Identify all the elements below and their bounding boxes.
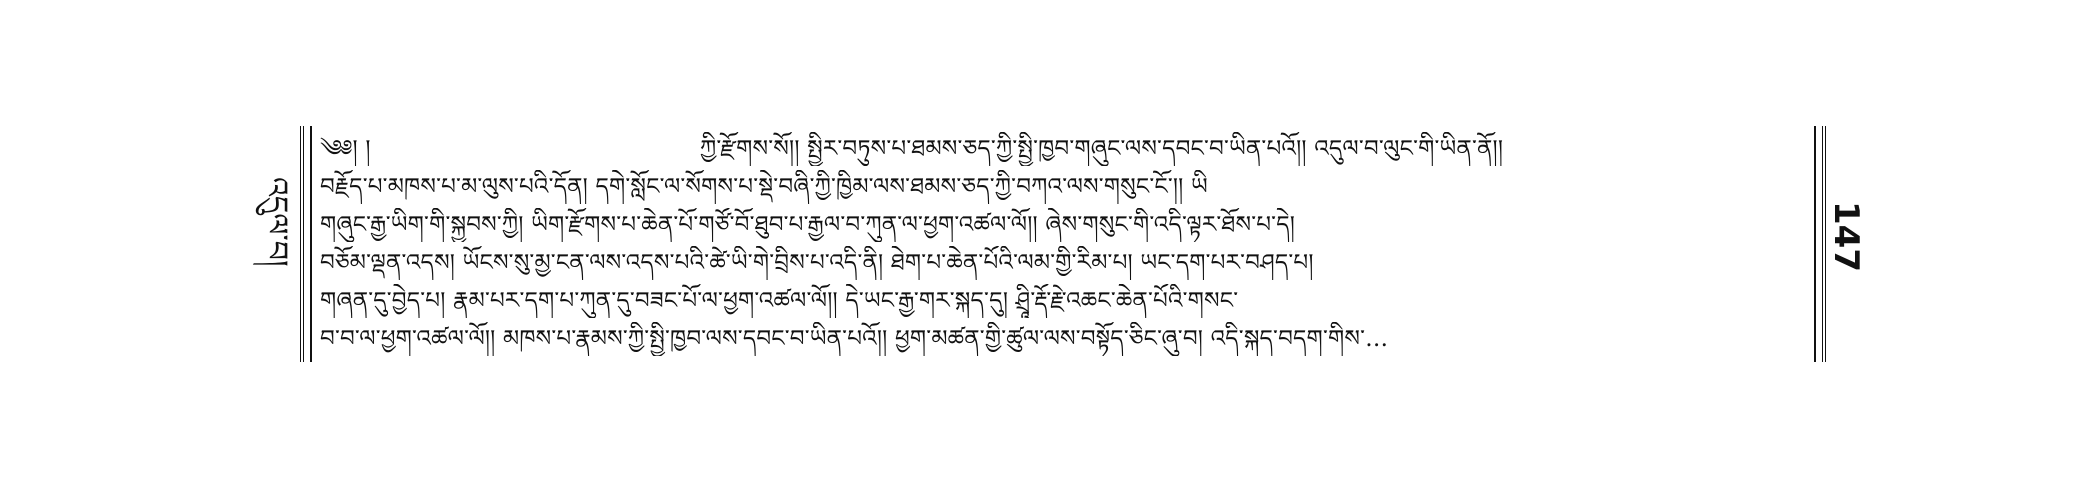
page-number-text: 147 bbox=[1826, 200, 1866, 272]
margin-title-text: འདུལ་བ། bbox=[259, 177, 294, 267]
text-line-3: གཞུང་རྒྱ་ཡིག་གི་སྐྱབས་ཀྱི། ཡིག་རྫོགས་པ་ཆེན་པོ་གཙོ་བོ་ཐུབ་པ་རྒྱལ་བ་ཀུན་ལ་ཕྱག་འཚལ་ལོ།། ཞེས་གསུང་གི་འདི་ལྟར་ཐོས་པ་དེ། bbox=[320, 212, 1296, 238]
opening-marker: ༄༅། ། bbox=[320, 136, 371, 162]
text-line-2: བརྗོད་པ་མཁས་པ་མ་ལུས་པའི་དོན། དགེ་སློང་ལ་སོགས་པ་སྡེ་བཞི་ཀྱི་ཁྱིམ་ལས་ཐམས་ཅད་ཀྱི་བཀའ་ལས་གསུང་ངོ་།། ཡི bbox=[320, 174, 1208, 200]
text-line-4: བཅོམ་ལྡན་འདས། ཡོངས་སུ་མྱ་ངན་ལས་འདས་པའི་ཚེ་ཡི་གེ་བྲིས་པ་འདི་ནི། ཐེག་པ་ཆེན་པོའི་ལམ་གྱི་རིམ་པ། ཡང་དག་པར་བཤད་པ། bbox=[320, 250, 1314, 276]
text-frame bbox=[300, 126, 1826, 362]
text-line-6: བ་བ་ལ་ཕྱག་འཚལ་ལོ།། མཁས་པ་རྣམས་ཀྱི་སྤྱི་ཁྱབ་ལས་དབང་བ་ཡིན་པའོ།། ཕྱག་མཚན་གྱི་ཚུལ་ལས་བསྟོད་ཅིང་ཞུ་བ། འདི་སྐད་བདག་གིས་… bbox=[320, 326, 1389, 352]
margin-title bbox=[254, 138, 298, 306]
page-number bbox=[1824, 196, 1868, 276]
text-block bbox=[320, 132, 1806, 356]
text-line-1 bbox=[320, 132, 1806, 166]
text-line-5: གཞན་དུ་བྱེད་པ། རྣམ་པར་དག་པ་ཀུན་དུ་བཟང་པོ་ལ་ཕྱག་འཚལ་ལོ།། དེ་ཡང་རྒྱ་གར་སྐད་དུ། ཤྲཱི་རྡོ་རྗེ་འཆང་ཆེན་པོའི་གསང་ bbox=[320, 288, 1239, 314]
text-line-1-content: ཀྱི་རྫོགས་སོ།། སྤྱིར་བཏུས་པ་ཐམས་ཅད་ཀྱི་སྤྱི་ཁྱབ་གཞུང་ལས་དབང་བ་ཡིན་པའོ།། འདུལ་བ་ལུང་གི་ཡིན་ནོ།། bbox=[700, 136, 1504, 162]
